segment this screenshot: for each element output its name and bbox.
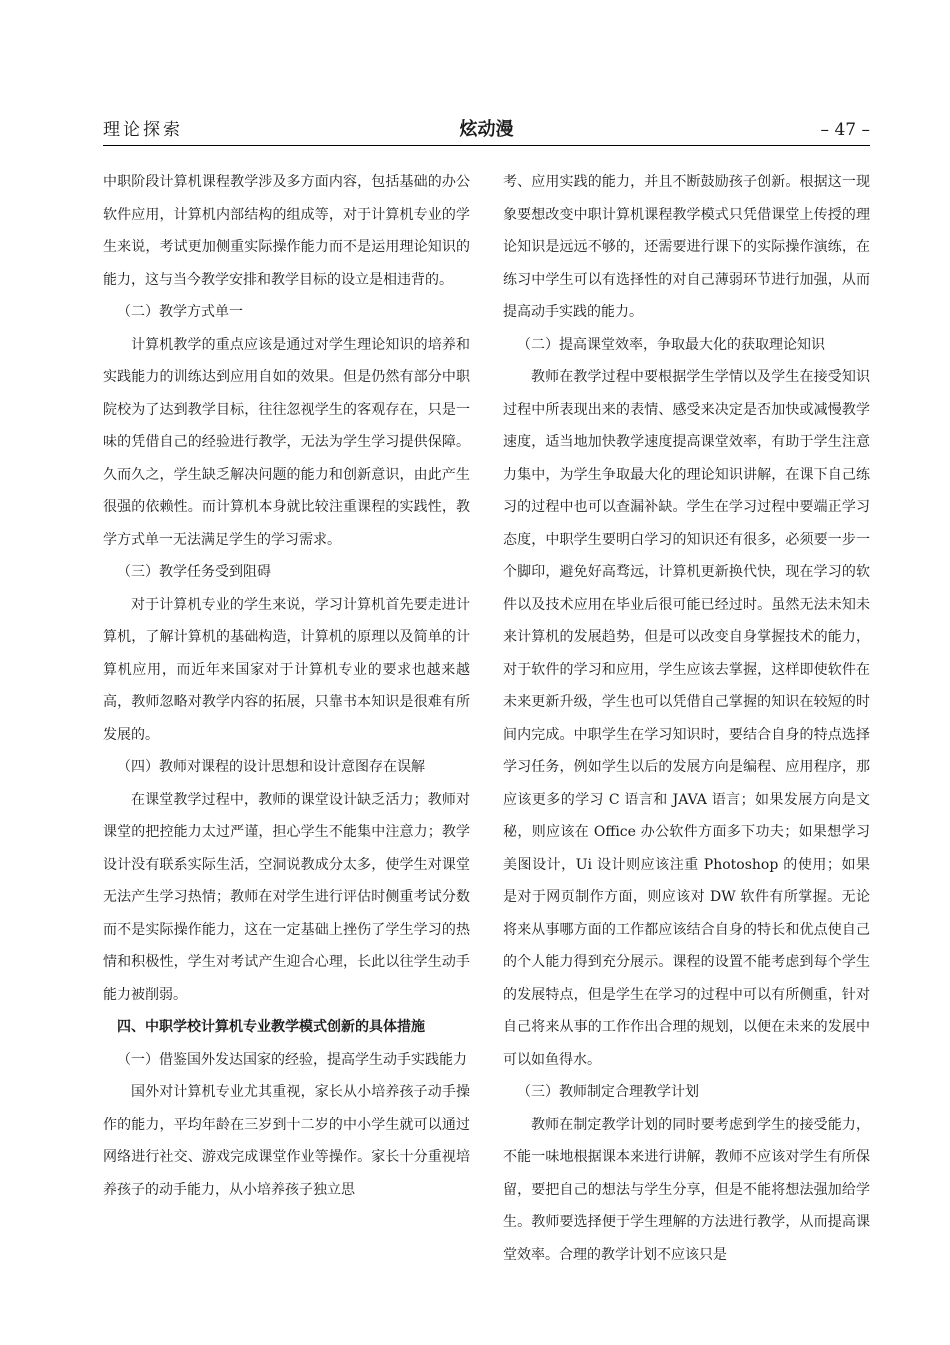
header-rule [103, 145, 870, 146]
left-column [103, 166, 470, 1206]
paragraph: 在课堂教学过程中，教师的课堂设计缺乏活力；教师对课堂的把控能力太过严谨，担心学生不能集中注意力；教学设计没有联系实际生活，空洞说教成分太多，使学生对课堂无法产生学习热情；教师在对学生进行评估时侧重考试分数而不是实际操作能力，这在一定基础上挫伤了学生学习的热情和积极性，学生对考试产生迎合心理，长此以往学生动手能力被削弱。 [103, 791, 470, 1003]
paragraph: 考、应用实践的能力，并且不断鼓励孩子创新。根据这一现象要想改变中职计算机课程教学模式只凭借课堂上传授的理论知识是远远不够的，还需要进行课下的实际操作演练，在练习中学生可以有选择性的对自己薄弱环节进行加强，从而提高动手实践的能力。 [503, 174, 870, 320]
subheading: （二）教学方式单一 [117, 304, 243, 320]
subheading: （四）教师对课程的设计思想和设计意图存在误解 [117, 759, 425, 775]
paragraph: 教师在教学过程中要根据学生学情以及学生在接受知识过程中所表现出来的表情、感受来决定是否加快或减慢教学速度，适当地加快教学速度提高课堂效率，有助于学生注意力集中，为学生争取最大化的理论知识讲解，在课下自己练习的过程中也可以查漏补缺。学生在学习过程中要端正学习态度，中职学生要明白学习的知识还有很多，必须要一步一个脚印，避免好高骛远，计算机更新换代快，现在学习的软件以及技术应用在毕业后很可能已经过时。虽然无法未知未来计算机的发展趋势，但是可以改变自身掌握技术的能力，对于软件的学习和应用，学生应该去掌握，这样即使软件在未来更新升级，学生也可以凭借自己掌握的知识在较短的时间内完成。中职学生在学习知识时，要结合自身的特点选择学习任务，例如学生以后的发展方向是编程、应用程序，那应该更多的学习 C 语言和 JAVA 语言；如果发展方向是文秘，则应该在 Office 办公软件方面多下功夫；如果想学习美图设计，Ui 设计则应该注重 Photoshop 的使用；如果是对于网页制作方面，则应该对 DW 软件有所掌握。无论将来从事哪方面的工作都应该结合自身的特长和优点使自己的个人能力得到充分展示。课程的设置不能考虑到每个学生的发展特点，但是学生在学习的过程中可以有所侧重，针对自己将来从事的工作作出合理的规划，以便在未来的发展中可以如鱼得水。 [503, 369, 870, 1068]
journal-title: 炫动漫 [459, 119, 514, 140]
paragraph: 国外对计算机专业尤其重视，家长从小培养孩子动手操作的能力，平均年龄在三岁到十二岁的中小学生就可以通过网络进行社交、游戏完成课堂作业等操作。家长十分重视培养孩子的动手能力，从小培养孩子独立思 [103, 1084, 470, 1198]
subheading: （一）借鉴国外发达国家的经验，提高学生动手实践能力 [117, 1051, 467, 1068]
right-column [503, 166, 870, 1271]
subheading: （二）提高课堂效率，争取最大化的获取理论知识 [517, 336, 825, 353]
section-heading: 四、中职学校计算机专业教学模式创新的具体措施 [117, 1019, 425, 1035]
paragraph: 对于计算机专业的学生来说，学习计算机首先要走进计算机，了解计算机的基础构造，计算机的原理以及简单的计算机应用，而近年来国家对于计算机专业的要求也越来越高，教师忽略对教学内容的拓展，只靠书本知识是很难有所发展的。 [103, 596, 470, 743]
paragraph: 中职阶段计算机课程教学涉及多方面内容，包括基础的办公软件应用，计算机内部结构的组成等，对于计算机专业的学生来说，考试更加侧重实际操作能力而不是运用理论知识的能力，这与当今教学安排和教学目标的设立是相违背的。 [103, 174, 470, 288]
running-header [103, 118, 870, 146]
paragraph: 教师在制定教学计划的同时要考虑到学生的接受能力，不能一味地根据课本来进行讲解，教师不应该对学生有所保留，要把自己的想法与学生分享，但是不能将想法强加给学生。教师要选择便于学生理解的方法进行教学，从而提高课堂效率。合理的教学计划不应该只是 [503, 1116, 870, 1263]
section-label: 理论探索 [103, 120, 183, 140]
subheading: （三）教师制定合理教学计划 [517, 1084, 699, 1100]
page-number: – 47 – [820, 120, 870, 140]
paragraph: 计算机教学的重点应该是通过对学生理论知识的培养和实践能力的训练达到应用自如的效果。但是仍然有部分中职院校为了达到教学目标，往往忽视学生的客观存在，只是一味的凭借自己的经验进行教学，无法为学生学习提供保障。久而久之，学生缺乏解决问题的能力和创新意识，由此产生很强的依赖性。而计算机本身就比较注重课程的实践性，教学方式单一无法满足学生的学习需求。 [103, 336, 470, 548]
subheading: （三）教学任务受到阻碍 [117, 564, 271, 580]
